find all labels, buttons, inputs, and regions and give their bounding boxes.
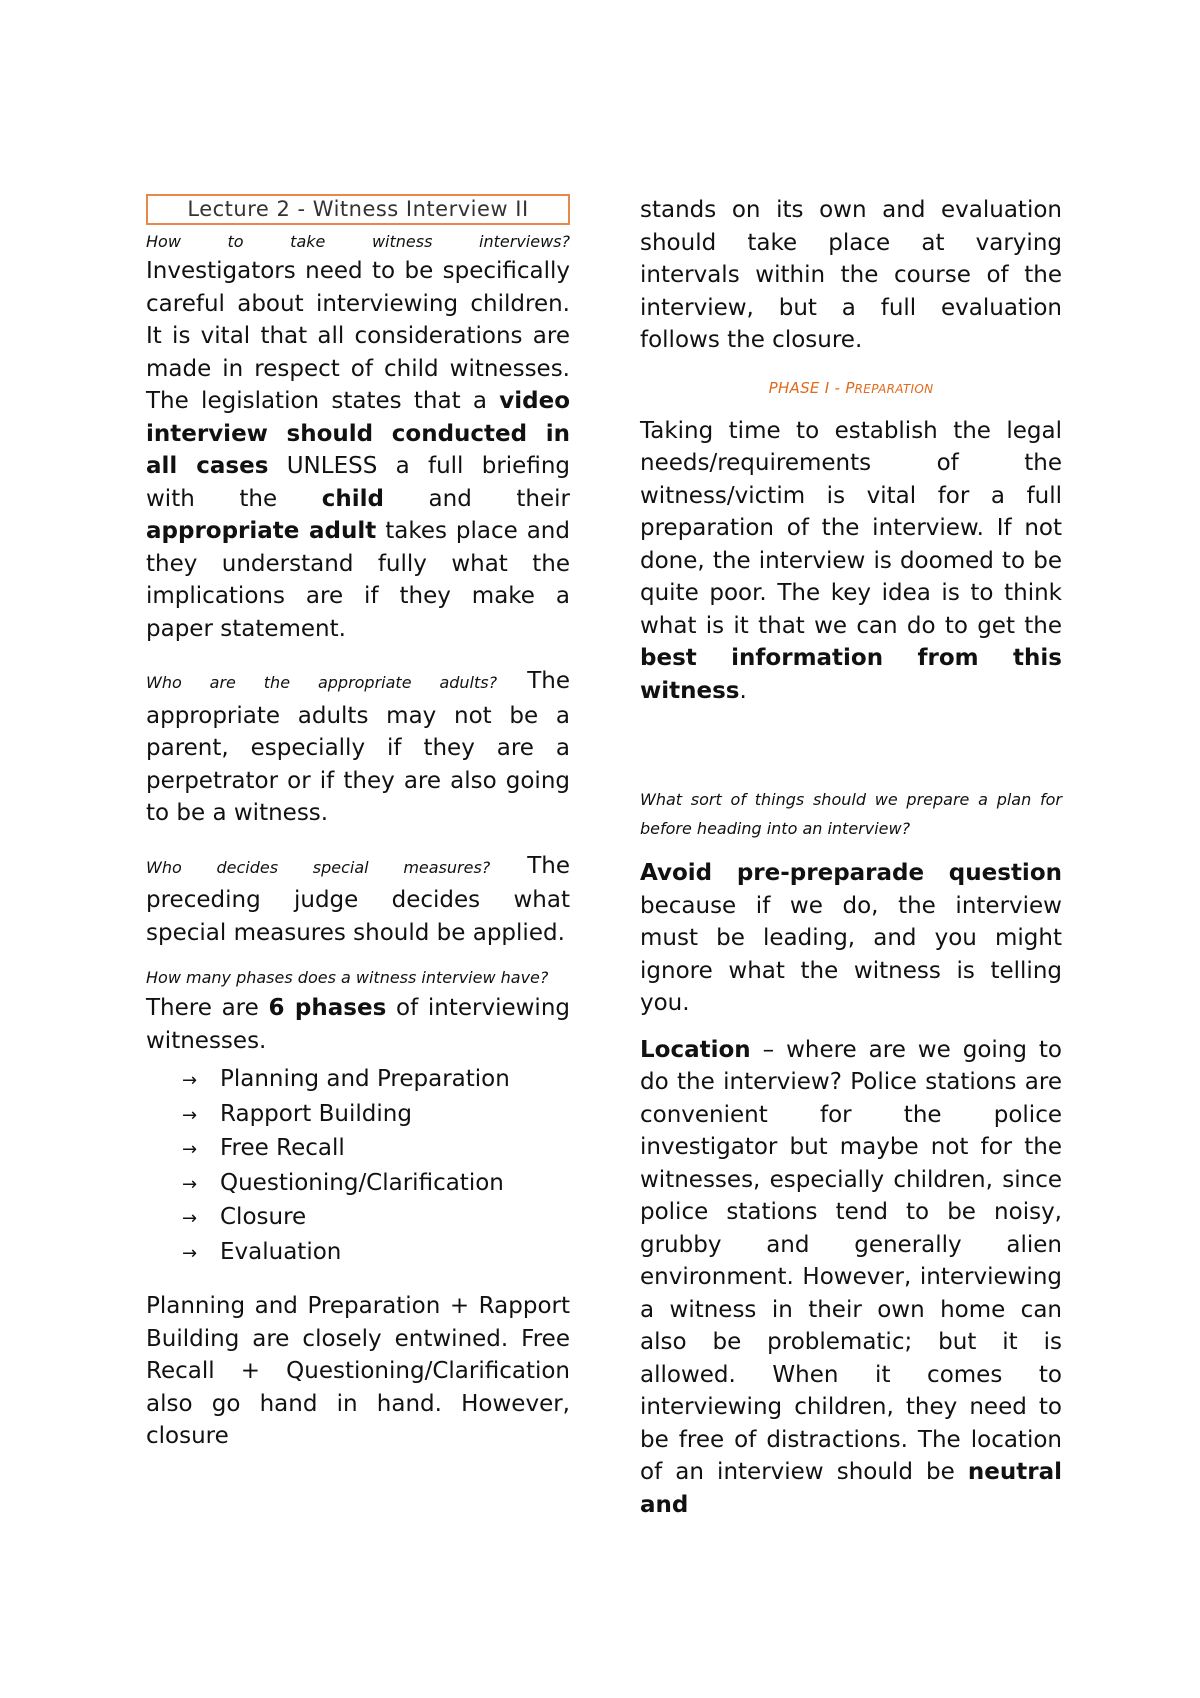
arrow-icon: → — [182, 1070, 198, 1091]
left-column — [146, 194, 570, 1453]
question-how-to-take: How to take witness interviews? — [146, 232, 570, 251]
arrow-icon: → — [182, 1104, 198, 1126]
question-plan-for: What sort of things should we prepare a plan for before heading into an interview? — [640, 790, 1062, 838]
phase-label: Rapport Building — [220, 1100, 412, 1127]
list-item — [182, 1132, 570, 1167]
list-item — [182, 1063, 570, 1098]
list-item — [182, 1201, 570, 1236]
arrow-icon: → — [182, 1242, 198, 1264]
question-special-measures: Who decides special measures? — [146, 857, 491, 877]
bold-text: appropriate adult — [146, 518, 377, 544]
question-appropriate-adults: Who are the appropriate adults? — [146, 673, 498, 692]
bold-text: child — [321, 485, 384, 512]
paragraph-children-interviews — [146, 229, 570, 645]
list-item — [182, 1167, 570, 1202]
lecture-topic: Witness Interview II — [312, 197, 529, 221]
arrow-icon: → — [182, 1139, 198, 1160]
text: There are — [146, 995, 269, 1021]
bold-text: Avoid pre-preparade question — [640, 860, 1062, 886]
text: Taking time to establish the legal needs/requirements of the witness/victim is vital for a full preparation of the interview. If not done, the interview is doomed to be quite poor. The key idea is to think what is it that we can do to get the — [640, 417, 1062, 639]
question-how-many-phases: How many phases does a witness interview have? — [146, 968, 549, 987]
text: Investigators need to be specifically careful about interviewing children. It is vital that all considerations are made in respect of child witnesses. The legislation states that a — [146, 258, 570, 414]
paragraph-special-measures — [146, 850, 570, 950]
paragraph-six-phases — [146, 992, 570, 1057]
text: The preceding judge decides what special measures should be applied. — [146, 852, 571, 946]
bold-text: neutral and — [640, 1459, 1062, 1518]
bold-text: video interview should conducted in all cases — [146, 388, 570, 479]
paragraph-closure-evaluation: stands on its own and evaluation should take place at varying intervals within the course of the interview, but a full evaluation follows the closure. — [640, 197, 1062, 353]
paragraph-avoid-questions — [640, 857, 1062, 1020]
text: of interviewing witnesses. — [146, 995, 571, 1054]
phase-label: Free Recall — [220, 1135, 345, 1161]
phase-label: Closure — [220, 1204, 307, 1230]
phase-label: Planning and Preparation — [220, 1066, 510, 1092]
title-dash: - — [290, 197, 313, 221]
bold-text: best information from this witness — [640, 645, 1062, 704]
list-item — [182, 1236, 570, 1271]
text: and their — [383, 485, 570, 512]
text: takes place and they understand fully what the implications are if they make a paper statement. — [146, 518, 570, 642]
paragraph-preparation — [640, 415, 1062, 708]
lecture-label: Lecture 2 — [187, 197, 291, 221]
text: UNLESS a full briefing with the — [146, 453, 570, 512]
arrow-icon: → — [182, 1173, 198, 1195]
phase-heading-preparation — [640, 379, 1062, 397]
text: . — [739, 677, 747, 704]
paragraph-entwined-phases: Planning and Preparation + Rapport Building are closely entwined. Free Recall + Questioning/Clarification also go hand in hand. However, closure — [146, 1293, 570, 1449]
heading-text-smallcaps: REPARATION — [854, 381, 934, 396]
text: The appropriate adults may not be a parent, especially if they are a perpetrator or if they are also going to be a witness. — [146, 668, 571, 826]
phases-list — [146, 1063, 570, 1270]
bold-text: Location — [640, 1036, 751, 1063]
lecture-title-box — [146, 194, 570, 225]
phase-label: Evaluation — [220, 1238, 342, 1265]
arrow-icon: → — [182, 1208, 198, 1229]
right-column — [640, 194, 1062, 1521]
text: because if we do, the interview must be leading, and you might ignore what the witness is telling you. — [640, 892, 1062, 1016]
heading-text: PHASE I - P — [768, 378, 855, 397]
text: – where are we going to do the interview? Police stations are convenient for the police investigator but maybe not for the witnesses, especially children, since police stations tend to be noisy, grubby and generally alien environment. However, interviewing a witness in their own home can also be problematic; but it is allowed. When it comes to interviewing children, they need to be free of distractions. The location of an interview should be — [640, 1036, 1062, 1485]
phase-label: Questioning/Clarification — [220, 1169, 504, 1196]
bold-text: 6 phases — [268, 995, 387, 1021]
list-item — [182, 1098, 570, 1133]
paragraph-appropriate-adults — [146, 665, 570, 830]
paragraph-location — [640, 1034, 1062, 1522]
